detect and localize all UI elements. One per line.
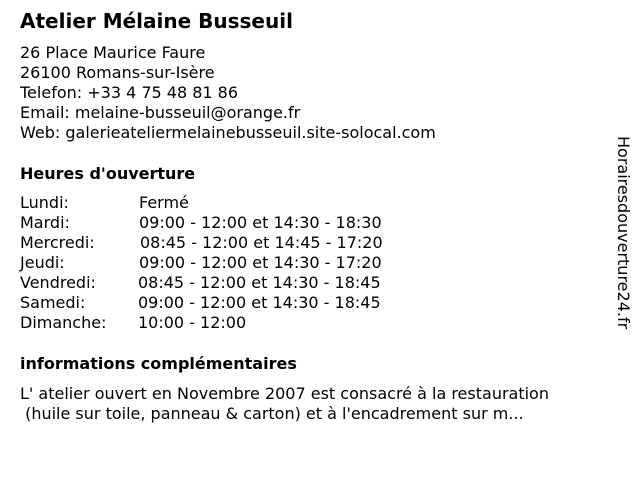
hours-value: 10:00 - 12:00 — [138, 313, 247, 332]
day-label: Vendredi: — [20, 273, 96, 292]
day-label: Mercredi: — [20, 233, 95, 252]
hours-value: 09:00 - 12:00 et 14:30 - 18:30 — [139, 213, 382, 232]
day-label: Dimanche: — [20, 313, 107, 332]
hours-value: Fermé — [139, 193, 189, 212]
description-line: (huile sur toile, panneau & carton) et à l'encadrement sur m... — [20, 404, 524, 423]
address-city: 26100 Romans-sur-Isère — [20, 63, 215, 82]
day-label: Samedi: — [20, 293, 86, 312]
hours-value: 08:45 - 12:00 et 14:45 - 17:20 — [140, 233, 383, 252]
email-address: Email: melaine-busseuil@orange.fr — [20, 103, 301, 122]
site-watermark: Horairesdouverture24.fr — [614, 136, 633, 330]
description-line: L' atelier ouvert en Novembre 2007 est consacré à la restauration — [20, 384, 549, 403]
hours-value: 08:45 - 12:00 et 14:30 - 18:45 — [138, 273, 381, 292]
hours-value: 09:00 - 12:00 et 14:30 - 18:45 — [138, 293, 381, 312]
hours-heading: Heures d'ouverture — [20, 164, 196, 183]
day-label: Lundi: — [20, 193, 69, 212]
business-name: Atelier Mélaine Busseuil — [20, 9, 293, 33]
day-label: Mardi: — [20, 213, 70, 232]
website-address: Web: galerieateliermelainebusseuil.site-solocal.com — [20, 123, 436, 142]
phone-number: Telefon: +33 4 75 48 81 86 — [20, 83, 239, 102]
hours-value: 09:00 - 12:00 et 14:30 - 17:20 — [139, 253, 382, 272]
day-label: Jeudi: — [20, 253, 65, 272]
address-street: 26 Place Maurice Faure — [20, 43, 206, 62]
info-heading: informations complémentaires — [20, 354, 297, 373]
description-text — [20, 384, 549, 424]
contact-block — [20, 43, 436, 143]
